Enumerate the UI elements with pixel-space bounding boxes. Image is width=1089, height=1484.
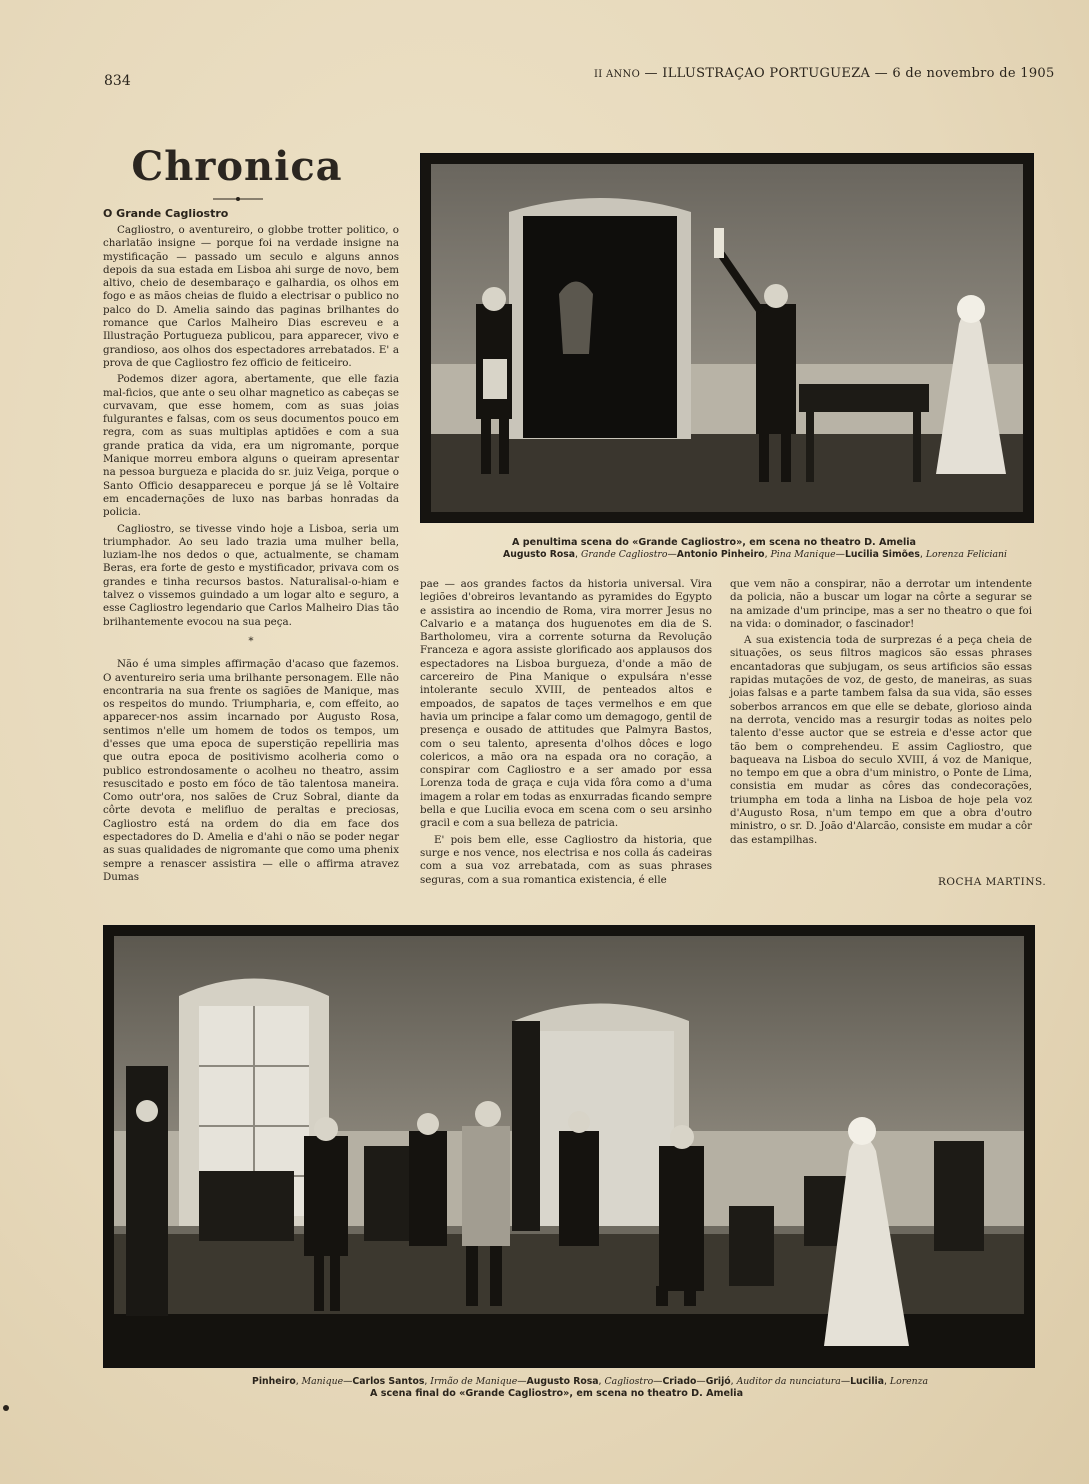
actor-name: Grijó [705,1376,731,1387]
section-break: * [248,634,254,647]
header-separator: — [870,66,893,81]
running-header [594,66,1055,81]
paragraph: pae — aos grandes factos da historia universal. Vira legiões d'obreiros levantando as pyramides do Egypto e assistira ao incendio de Roma, vira morrer Jesus no Calvario e a matança dos huguenotes em dia de S. Bartholomeu, vira a corrente soturna da Revolução Franceza e agora assiste glorificado aos applausos dos espectadores na Lisboa burgueza, d'onde a mão de carcereiro de Pina Manique o expulsára n'esse intolerante seculo XVIII, de penteados altos e empoados, de sapatos de taçes vermelhos e em que havia um principe a falar como um demagogo, gentil de presença e ousado de attitudes que Palmyra Bastos, com o seu talento, apresenta d'olhos dôces e logo colericos, a mão ora na espada ora no coração, a conspirar com Cagliostro e a ser amado por essa Lorenza toda de graça e cuja vida fôra como a d'uma imagem a rolar em todas as enxurradas ficando sempre bella e que Lucilia evoca em scena com o seu arsinho gracil e com a sua belleza de patricia. [420,578,712,830]
paragraph: que vem não a conspirar, não a derrotar um intendente da policia, não a buscar um logar na côrte a segurar se na amizade d'um principe, mas a ser no theatro o que foi na vida: o dominador, o fascinador! [730,578,1032,630]
actor-name: Lucilia [850,1376,884,1387]
text-column-1 [103,224,399,887]
paragraph: Podemos dizer agora, abertamente, que elle fazia mal-ficios, que ante o seu olhar magnetico as cabeças se curvavam, que esse homem, com as suas joias fulgurantes e falsas, com os seus documentos pouco em regra, com as suas multiplas aptidões e com a sua grande pratica da vida, era um nigromante, porque Manique morreu embora alguns o queiram apresentar na pessoa burgueza e placida do sr. juiz Veiga, porque o Santo Officio desappareceu e porque já se lê Voltaire em encadernações de luxo nas barbas honradas da policia. [103,373,399,519]
photo2-credits: Pinheiro, Manique—Carlos Santos, Irmão de Manique—Augusto Rosa, Cagliostro—Criado—Grijó, Auditor da nunciatura—Lucilia, Lorenza [252,1376,929,1387]
print-mark [3,1405,9,1411]
photo1-credits: Augusto Rosa, Grande Cagliostro—Antonio Pinheiro, Pina Manique—Lucilia Simões, Lorenza Feliciani [503,549,1007,560]
stage-photo-penultimate-scene [420,153,1034,523]
paragraph: Não é uma simples affirmação d'acaso que fazemos. O aventureiro seria uma brilhante personagem. Elle não encontraria na sua frente os sagiões de Manique, mas os respeitos do mundo. Triumpharia, e, com effeito, ao apparecer-nos assim incarnado por Augusto Rosa, sentimos n'elle um homem de todos os tempos, um d'esses que uma epoca de superstição repelliria mas que outra epoca de positivismo acolheria como o publico estrondosamente o acolheu no theatro, assim resuscitado e posto em fóco de tão talentosa maneira. Como outr'ora, nos salões de Cruz Sobral, diante da côrte devota e melifluo de peraltas e preciosas, Cagliostro está na ordem do dia em face dos espectadores do D. Amelia e d'ahi o não se poder negar as suas qualidades de nigromante que como uma phenix sempre a renascer assistira — elle o affirma atravez Dumas [103,658,399,883]
text-column-3 [730,578,1032,850]
year-label: II ANNO [594,69,641,80]
text-column-2 [420,578,712,890]
stage-scene-illustration [104,926,1034,1367]
role-name: Irmão de Manique [430,1376,518,1387]
article-subtitle: O Grande Cagliostro [103,207,229,220]
paragraph: E' pois bem elle, esse Cagliostro da historia, que surge e nos vence, nos electrisa e nos colla ás cadeiras com a sua voz arrebatada, com as suas phrases seguras, com a sua romantica existencia, é elle [420,833,712,886]
role-name: Manique [301,1376,344,1387]
actor-name: Antonio Pinheiro [676,549,765,560]
paragraph: Cagliostro, se tivesse vindo hoje a Lisboa, seria um triumphador. Ao seu lado trazia uma mulher bella, luziam-lhe nos dedos o que, actualmente, se chamam Beras, era forte de gesto e mystificador, privava com os grandes e tinha recursos bastos. Naturalisal-o-hiam e talvez o vissemos guindado a um logar alto e seguro, a esse Cagliostro legendario que Carlos Malheiro Dias tão brilhantemente evocou na sua peça. [103,522,399,628]
page-number: 834 [104,73,131,89]
actor-name: Lucilia Simões [844,549,920,560]
role-name: Cagliostro [604,1376,654,1387]
role-name: Lorenza [889,1376,929,1387]
stage-photo-final-scene [103,925,1035,1368]
author-signature: ROCHA MARTINS. [938,876,1047,888]
role-name: Grande Cagliostro [580,549,668,560]
article-title: Chronica [131,143,343,190]
stage-scene-illustration [421,154,1033,522]
actor-name: Criado [662,1376,697,1387]
photo2-caption: A scena final do «Grande Cagliostro», em scena no theatro D. Amelia [370,1388,744,1399]
ornament-divider [213,196,263,202]
paragraph: Cagliostro, o aventureiro, o globbe trotter politico, o charlatão insigne — porque foi na verdade insigne na mystificação — passado um seculo e alguns annos depois da sua estada em Lisboa ahi surge de novo, bem altivo, cheio de desembaraço e galhardia, os olhos em fogo e as mãos cheias de fluido a electrisar o publico no palco do D. Amelia saindo das paginas brilhantes do romance que Carlos Malheiro Dias escreveu e a Illustração Portugueza publicou, para apparecer, vivo e grandioso, aos olhos dos espectadores arrebatados. E' a prova de que Cagliostro fez officio de feiticeiro. [103,224,399,369]
role-name: Pina Manique [770,549,836,560]
photo1-caption: A penultima scena do «Grande Cagliostro», em scena no theatro D. Amelia [512,537,917,548]
role-name: Auditor da nunciatura [736,1376,841,1387]
header-separator: — [640,66,663,81]
actor-name: Pinheiro [252,1376,296,1387]
actor-name: Augusto Rosa [503,549,576,560]
actor-name: Carlos Santos [352,1376,425,1387]
magazine-name: ILLUSTRAÇAO PORTUGUEZA [662,66,871,81]
role-name: Lorenza Feliciani [925,549,1007,560]
actor-name: Augusto Rosa [526,1376,599,1387]
issue-date: 6 de novembro de 1905 [892,66,1055,81]
paragraph: A sua existencia toda de surprezas é a peça cheia de situações, os seus filtros magicos são essas phrases encantadoras que subjugam, os seus artificios são essas rapidas mutações de voz, de gesto, de maneiras, as suas joias falsas e a parte tambem falsa da sua vida, são esses soberbos arrancos em que elle se debate, glorioso ainda na derrota, vencido mas a resurgir todas as noites pelo talento d'esse auctor que se estreia e d'esse actor que tão bem o comprehendeu. E assim Cagliostro, que baqueava na Lisboa do seculo XVIII, á voz de Manique, no tempo em que a obra d'um ministro, o Ponte de Lima, consistia em mudar as côres das condecorações, triumpha em toda a linha na Lisboa de hoje pela voz d'Augusto Rosa, n'um tempo em que a obra d'outro ministro, o sr. D. João d'Alarcão, consiste em mudar a côr das estampilhas. [730,634,1032,846]
